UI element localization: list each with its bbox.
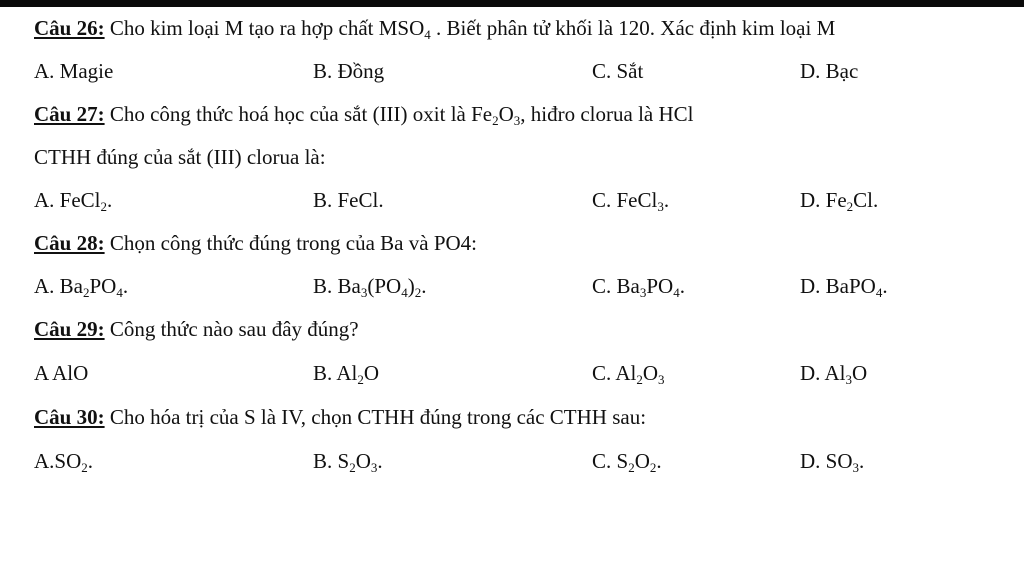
option-text: PO [89,274,117,298]
option-text: A. Ba [34,274,83,298]
q27-option-a[interactable] [34,187,112,213]
option-text: A. FeCl [34,188,101,212]
q27-option-c[interactable] [592,187,669,213]
option-text: . [663,188,670,212]
option-text: O [634,449,650,473]
q29-option-a[interactable]: A AlO [34,361,89,385]
question-29-label: Câu 29: [34,317,105,341]
option-text: . [656,449,662,473]
question-27-text-tail: , hiđro clorua là HCl [520,102,694,126]
subscript: 3 [845,372,853,387]
option-text: B. Al [313,361,358,385]
subscript: 2 [83,285,90,300]
option-text: D. SO [800,449,853,473]
subscript: 2 [414,285,422,300]
question-30 [34,404,646,430]
q29-option-d[interactable] [800,360,867,386]
q30-option-b[interactable] [313,448,383,474]
subscript: 2 [628,460,635,475]
subscript: 3 [657,199,664,214]
q28-option-d[interactable] [800,273,888,299]
option-text: O [363,361,380,385]
option-text: ) [407,274,415,298]
option-text: D. Al [800,361,846,385]
subscript: 4 [673,285,680,300]
subscript: 4 [116,285,123,300]
q27-option-b[interactable]: B. FeCl. [313,188,384,212]
question-26-label: Câu 26: [34,16,105,40]
subscript: 2 [649,460,657,475]
subscript: 2 [100,199,108,214]
subscript: 4 [875,285,883,300]
option-text: Cl. [853,188,879,212]
option-text: C. Al [592,361,637,385]
option-text: . [421,274,427,298]
option-text: D. BaPO [800,274,876,298]
option-text: . [859,449,865,473]
subscript: 4 [401,285,408,300]
question-29-text: Công thức nào sau đây đúng? [104,317,359,341]
q26-option-a[interactable]: A. Magie [34,59,114,83]
option-text: . [377,449,383,473]
q29-option-c[interactable] [592,360,665,386]
q28-option-a[interactable] [34,273,128,299]
subscript: 3 [513,113,521,128]
q27-option-d[interactable] [800,187,878,213]
subscript: 3 [852,460,860,475]
question-28-label: Câu 28: [34,231,105,255]
question-27-text-o: O [498,102,514,126]
q26-option-d[interactable]: D. Bạc [800,59,859,83]
q26-option-c[interactable]: C. Sắt [592,59,644,83]
option-text: C. FeCl [592,188,658,212]
subscript: 2 [492,113,499,128]
question-27 [34,101,694,127]
question-29 [34,316,359,342]
subscript: 3 [658,372,665,387]
subscript: 2 [81,460,88,475]
question-27-label: Câu 27: [34,102,105,126]
option-text: . [882,274,888,298]
option-text: B. S [313,449,350,473]
subscript: 2 [636,372,643,387]
question-26-text: Cho kim loại M tạo ra hợp chất MSO [104,16,425,40]
subscript: 2 [846,199,854,214]
q28-option-c[interactable] [592,273,685,299]
subscript: 3 [360,285,368,300]
option-text: . [122,274,129,298]
subscript: 3 [639,285,647,300]
subscript: 2 [349,460,356,475]
subscript: 2 [357,372,364,387]
option-text: (PO [367,274,402,298]
question-27-line2: CTHH đúng của sắt (III) clorua là: [34,145,326,169]
option-text: D. Fe [800,188,847,212]
option-text: . [87,449,94,473]
question-27-text: Cho công thức hoá học của sắt (III) oxit là Fe [104,102,493,126]
subscript: 3 [370,460,378,475]
option-text: O [852,361,868,385]
q29-option-b[interactable] [313,360,379,386]
question-26 [34,15,835,41]
q30-option-c[interactable] [592,448,662,474]
question-28 [34,230,477,256]
option-text: O [642,361,659,385]
question-30-label: Câu 30: [34,405,105,429]
option-text: C. Ba [592,274,640,298]
option-text: PO [646,274,674,298]
question-28-text: Chọn công thức đúng trong của Ba và PO4: [104,231,478,255]
question-30-text: Cho hóa trị của S là IV, chọn CTHH đúng trong các CTHH sau: [104,405,647,429]
q28-option-b[interactable] [313,273,426,299]
q30-option-d[interactable] [800,448,864,474]
question-26-text-tail: . Biết phân tử khối là 120. Xác định kim loại M [430,16,836,40]
option-text: . [107,188,113,212]
subscript: 4 [424,27,431,42]
option-text: A.SO [34,449,82,473]
option-text: B. Ba [313,274,361,298]
q30-option-a[interactable] [34,448,93,474]
option-text: . [679,274,685,298]
option-text: O [355,449,371,473]
option-text: C. S [592,449,629,473]
q26-option-b[interactable]: B. Đồng [313,59,385,83]
